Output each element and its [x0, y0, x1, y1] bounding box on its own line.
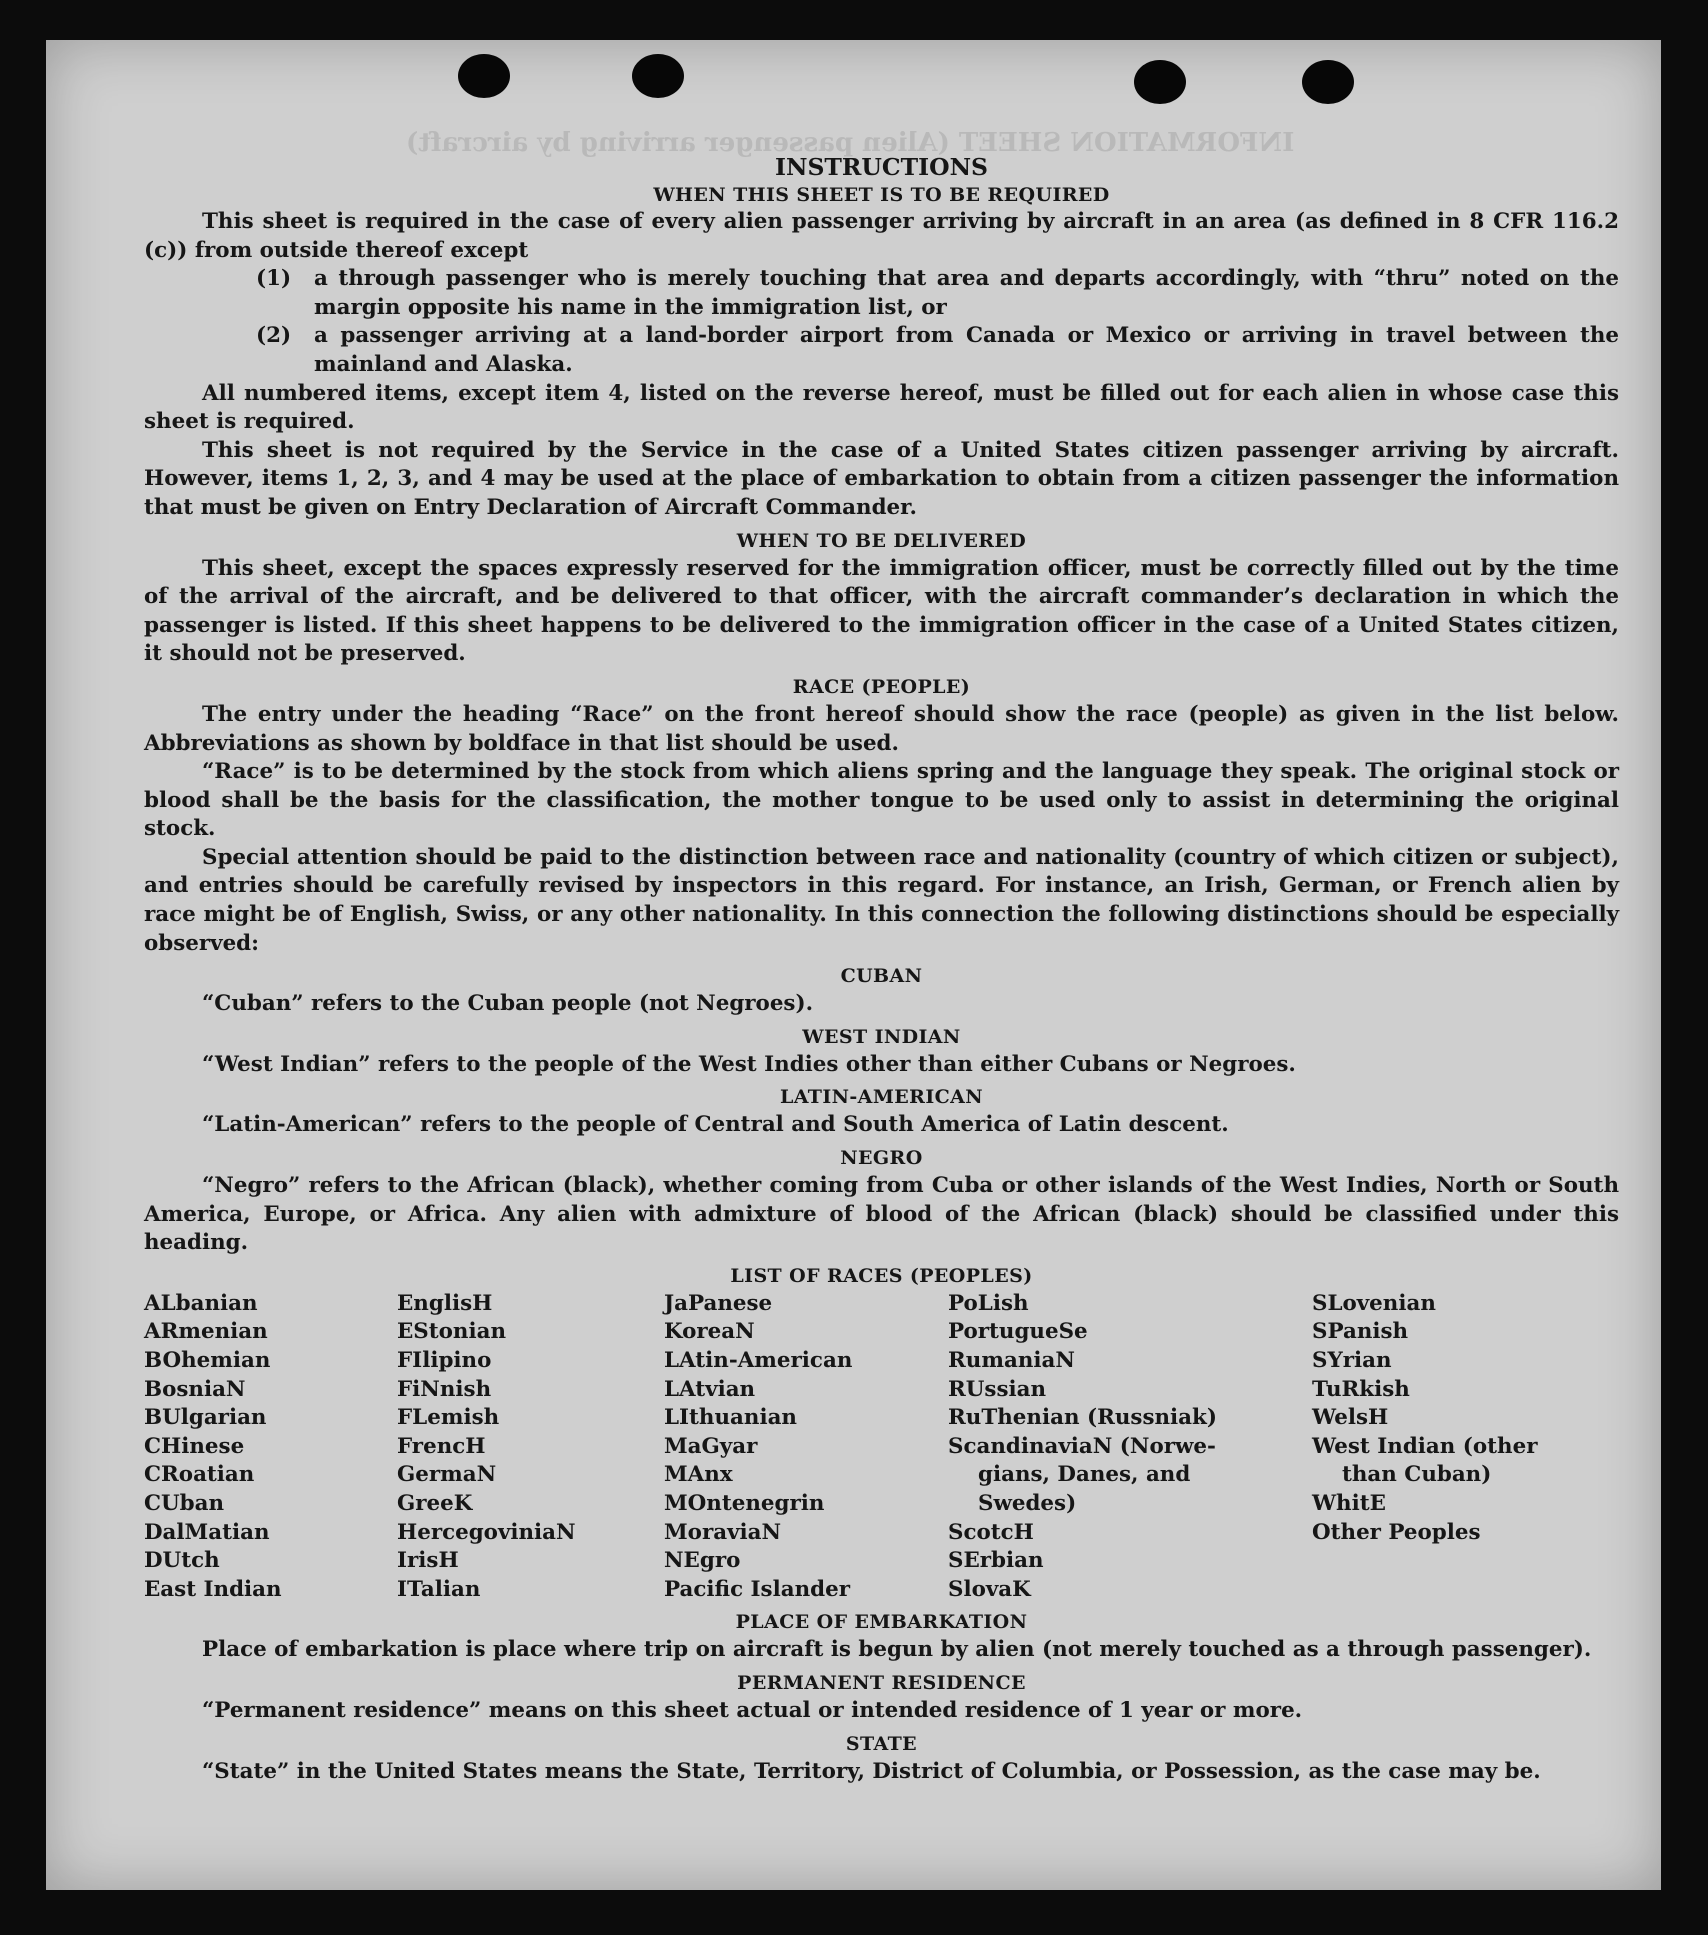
race-entry: East Indian [144, 1576, 282, 1602]
paragraph: “Permanent residence” means on this sheet actual or intended residence of 1 year or more. [202, 1697, 1303, 1723]
race-entry: WhitE [1312, 1490, 1386, 1516]
race-entry: RuThenian (Russniak) [948, 1405, 1217, 1431]
race-entry: Pacific Islander [664, 1576, 850, 1602]
race-entry: LIthuanian [664, 1405, 797, 1431]
race-entry: FiNnish [397, 1376, 492, 1402]
paragraph: Place of embarkation is place where trip on aircraft is begun by alien (not merely touched as a through passenger). [202, 1637, 1592, 1663]
paragraph: This sheet is not required by the Service in the case of a United States citizen passenger arriving by aircraft. However, items 1, 2, 3, and 4 may be used at the place of embarkation to obtain from a citizen passenger the information that must be given on Entry Declaration of Aircraft Commander. [144, 437, 1619, 520]
paragraph: “Negro” refers to the African (black), whether coming from Cuba or other islands of the West Indies, North or South America, Europe, or Africa. Any alien with admixture of blood of the African (black) should be classified under this heading. [144, 1173, 1619, 1256]
paragraph: “Latin-American” refers to the people of Central and South America of Latin descent. [202, 1112, 1229, 1138]
punch-hole [458, 54, 510, 98]
race-entry: EnglisH [397, 1290, 493, 1316]
punch-hole [632, 54, 684, 98]
race-entry: PoLish [948, 1290, 1029, 1316]
paragraph: “Cuban” refers to the Cuban people (not Negroes). [202, 991, 814, 1017]
heading-cuban: CUBAN [840, 965, 923, 988]
heading-permanent-residence: PERMANENT RESIDENCE [737, 1671, 1026, 1694]
race-entry: BOhemian [144, 1348, 271, 1373]
race-entry: SErbian [948, 1548, 1044, 1574]
item-number: (2) [256, 323, 292, 349]
instructions-content [144, 110, 1619, 1786]
heading-west-indian: WEST INDIAN [802, 1025, 961, 1048]
races-column [397, 1290, 664, 1605]
race-entry: FIlipino [397, 1348, 492, 1373]
race-entry: JaPanese [664, 1290, 773, 1316]
paragraph: “Race” is to be determined by the stock from which aliens spring and the language they speak. The original stock or blood shall be the basis for the classification, the mother tongue to be used only to assist in determining the original stock. [144, 759, 1619, 842]
heading-negro: NEGRO [840, 1147, 923, 1170]
exception-item-2 [256, 322, 1619, 379]
punch-hole [1134, 60, 1186, 104]
race-entry: CUban [144, 1490, 225, 1516]
race-entry: BosniaN [144, 1376, 246, 1402]
race-entry: DUtch [144, 1548, 220, 1574]
race-entry: LAtin-American [664, 1348, 853, 1373]
instructions-title: INSTRUCTIONS [774, 153, 989, 181]
race-entry: NEgro [664, 1548, 741, 1574]
heading-place-of-embarkation: PLACE OF EMBARKATION [735, 1611, 1028, 1634]
race-entry: SYrian [1312, 1348, 1392, 1373]
race-entry: gians, Danes, and [978, 1462, 1191, 1488]
race-entry: ITalian [397, 1576, 481, 1602]
paragraph: Special attention should be paid to the distinction between race and nationality (country of which citizen or subject), and entries should be carefully revised by inspectors in this regard. For instance, an Irish, German, or French alien by race might be of English, Swiss, or any other nationality. In this connection the following distinctions should be especially observed: [144, 844, 1619, 956]
race-entry: FrencH [397, 1433, 486, 1459]
race-entry: CRoatian [144, 1462, 255, 1488]
race-entry: Other Peoples [1312, 1519, 1481, 1545]
race-entry: ScandinaviaN (Norwe- [948, 1433, 1216, 1459]
race-entry: WelsH [1312, 1405, 1389, 1431]
races-column [948, 1290, 1312, 1605]
race-entry: TuRkish [1312, 1376, 1410, 1402]
race-entry: than Cuban) [1342, 1462, 1492, 1488]
race-entry: SLovenian [1312, 1290, 1436, 1316]
bleed-through-text: INFORMATION SHEET (Alien passenger arriving by aircraft) [406, 128, 1295, 158]
race-entry: CHinese [144, 1433, 245, 1459]
race-entry: ALbanian [144, 1290, 258, 1316]
heading-when-required: WHEN THIS SHEET IS TO BE REQUIRED [653, 184, 1110, 206]
race-entry: MaGyar [664, 1433, 758, 1459]
races-column [144, 1290, 397, 1605]
item-number: (1) [256, 266, 292, 292]
heading-when-delivered: WHEN TO BE DELIVERED [736, 529, 1027, 552]
race-entry: PortugueSe [948, 1319, 1088, 1345]
race-entry: DalMatian [144, 1519, 270, 1545]
races-column [664, 1290, 948, 1605]
paragraph: The entry under the heading “Race” on the front hereof should show the race (people) as given in the list below. Abbreviations as shown by boldface in that list should be used. [144, 701, 1619, 756]
race-entry: MAnx [664, 1462, 733, 1488]
paragraph: This sheet is required in the case of every alien passenger arriving by aircraft in an area (as defined in 8 CFR 116.2 (c)) from outside thereof except [144, 209, 1619, 263]
race-entry: West Indian (other [1312, 1433, 1538, 1459]
paragraph: “West Indian” refers to the people of the West Indies other than either Cubans or Negroes. [202, 1051, 1296, 1077]
race-entry: FLemish [397, 1405, 500, 1431]
paragraph: All numbered items, except item 4, listed on the reverse hereof, must be filled out for each alien in whose case this sheet is required. [144, 380, 1619, 435]
race-entry: EStonian [397, 1319, 506, 1345]
paragraph: This sheet, except the spaces expressly reserved for the immigration officer, must be correctly filled out by the time of the arrival of the aircraft, and be delivered to that officer, with the aircraft commander’s declaration in which the passenger is listed. If this sheet happens to be delivered to the immigration officer in the case of a United States citizen, it should not be preserved. [144, 555, 1619, 667]
paragraph: “State” in the United States means the State, Territory, District of Columbia, or Possession, as the case may be. [202, 1758, 1541, 1784]
item-text: a through passenger who is merely touching that area and departs accordingly, with “thru” noted on the margin opposite his name in the immigration list, or [314, 266, 1619, 320]
race-entry: LAtvian [664, 1376, 756, 1402]
race-entry: SlovaK [948, 1576, 1031, 1602]
race-entry: MoraviaN [664, 1519, 782, 1545]
race-entry: GermaN [397, 1462, 497, 1488]
heading-race: RACE (PEOPLE) [792, 675, 971, 698]
race-entry: ScotcH [948, 1519, 1034, 1545]
race-entry: GreeK [397, 1490, 473, 1516]
races-list [144, 1290, 1619, 1605]
race-entry: KoreaN [664, 1319, 755, 1345]
race-entry: Swedes) [978, 1490, 1077, 1516]
exception-item-1 [256, 265, 1619, 322]
document-sheet [46, 40, 1661, 1890]
race-entry: RUssian [948, 1376, 1047, 1402]
punch-hole [1302, 60, 1354, 104]
races-column [1312, 1290, 1612, 1605]
race-entry: BUlgarian [144, 1405, 267, 1431]
heading-list-of-races: LIST OF RACES (PEOPLES) [730, 1264, 1033, 1287]
item-text: a passenger arriving at a land-border airport from Canada or Mexico or arriving in travel between the mainland and Alaska. [314, 323, 1619, 377]
race-entry: IrisH [397, 1548, 459, 1574]
race-entry: HercegoviniaN [397, 1519, 576, 1545]
race-entry: MOntenegrin [664, 1490, 825, 1516]
heading-state: STATE [845, 1732, 918, 1755]
race-entry: SPanish [1312, 1319, 1409, 1345]
race-entry: RumaniaN [948, 1348, 1075, 1373]
heading-latin-american: LATIN-AMERICAN [779, 1086, 984, 1109]
race-entry: ARmenian [144, 1319, 268, 1345]
